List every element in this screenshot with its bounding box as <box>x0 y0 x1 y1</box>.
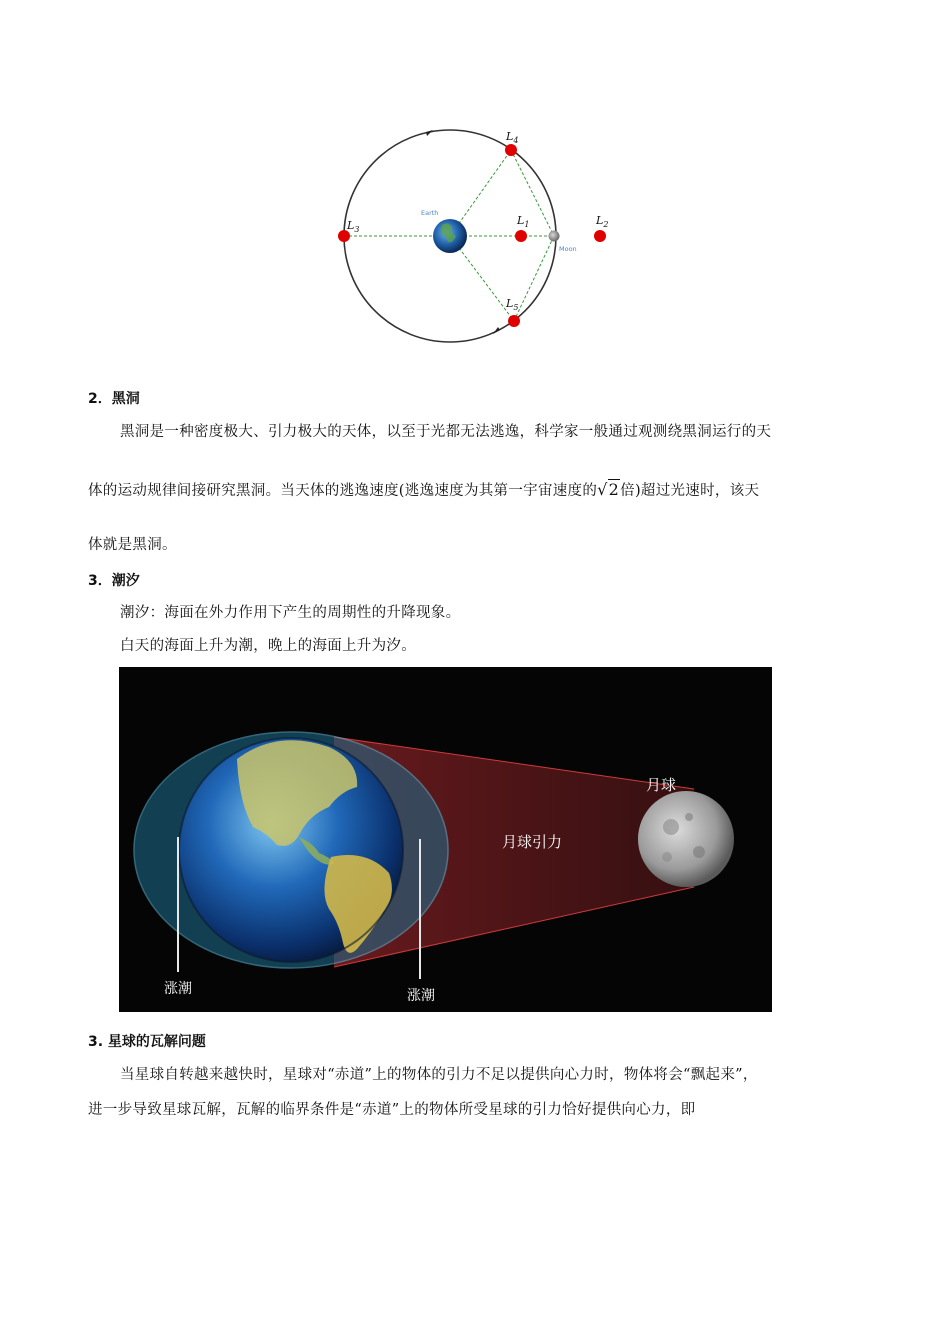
moon-label: 月球 <box>646 776 677 794</box>
tide-figure <box>119 667 772 1012</box>
paragraph-line: 体就是黑洞。 <box>88 537 177 553</box>
sqrt-sign: √ <box>597 480 608 499</box>
earth-label: Earth <box>421 209 439 217</box>
lagrange-points-diagram <box>330 120 630 360</box>
point-l5 <box>508 315 520 327</box>
section-heading-black-hole: 2．黑洞 <box>88 391 140 407</box>
gravity-label: 月球引力 <box>502 833 563 851</box>
orbit-arrow-top <box>426 130 433 136</box>
label-l2: $L_2$ <box>596 214 609 229</box>
paragraph-line: 白天的海面上升为潮，晚上的海面上升为汐。 <box>120 638 416 654</box>
point-l1 <box>515 230 527 242</box>
moon-label: Moon <box>559 245 577 253</box>
text-segment: 倍)超过光速时，该天 <box>620 483 760 499</box>
orbit-arrow-bottom <box>493 327 500 334</box>
tide-label-right: 涨潮 <box>407 988 435 1004</box>
point-l4 <box>505 144 517 156</box>
section-heading-tide: 3．潮汐 <box>88 573 140 589</box>
label-l1: $L_1$ <box>517 214 530 229</box>
section-heading-breakup: 3. 星球的瓦解问题 <box>88 1034 206 1050</box>
tide-illustration <box>119 667 772 1012</box>
label-l4: $L_4$ <box>506 130 519 145</box>
moon-icon <box>638 791 734 887</box>
label-l5: $L_5$ <box>506 297 519 312</box>
tide-label-left: 涨潮 <box>164 981 192 997</box>
paragraph-line: 当星球自转越来越快时，星球对“赤道”上的物体的引力不足以提供向心力时，物体将会“飘起来”， <box>120 1067 758 1083</box>
label-l3: $L_3$ <box>347 219 360 234</box>
sqrt-radicand: 2 <box>608 480 620 499</box>
paragraph-line <box>88 481 759 500</box>
paragraph-line: 进一步导致星球瓦解，瓦解的临界条件是“赤道”上的物体所受星球的引力恰好提供向心力，即 <box>88 1102 696 1118</box>
paragraph-line: 潮汐：海面在外力作用下产生的周期性的升降现象。 <box>120 605 461 621</box>
moon-icon <box>549 231 560 242</box>
sqrt-two <box>597 481 620 499</box>
paragraph-line: 黑洞是一种密度极大、引力极大的天体，以至于光都无法逃逸，科学家一般通过观测绕黑洞运行的天 <box>120 424 772 440</box>
text-segment: 体的运动规律间接研究黑洞。当天体的逃逸速度(逃逸速度为其第一宇宙速度的 <box>88 483 598 499</box>
point-l2 <box>594 230 606 242</box>
